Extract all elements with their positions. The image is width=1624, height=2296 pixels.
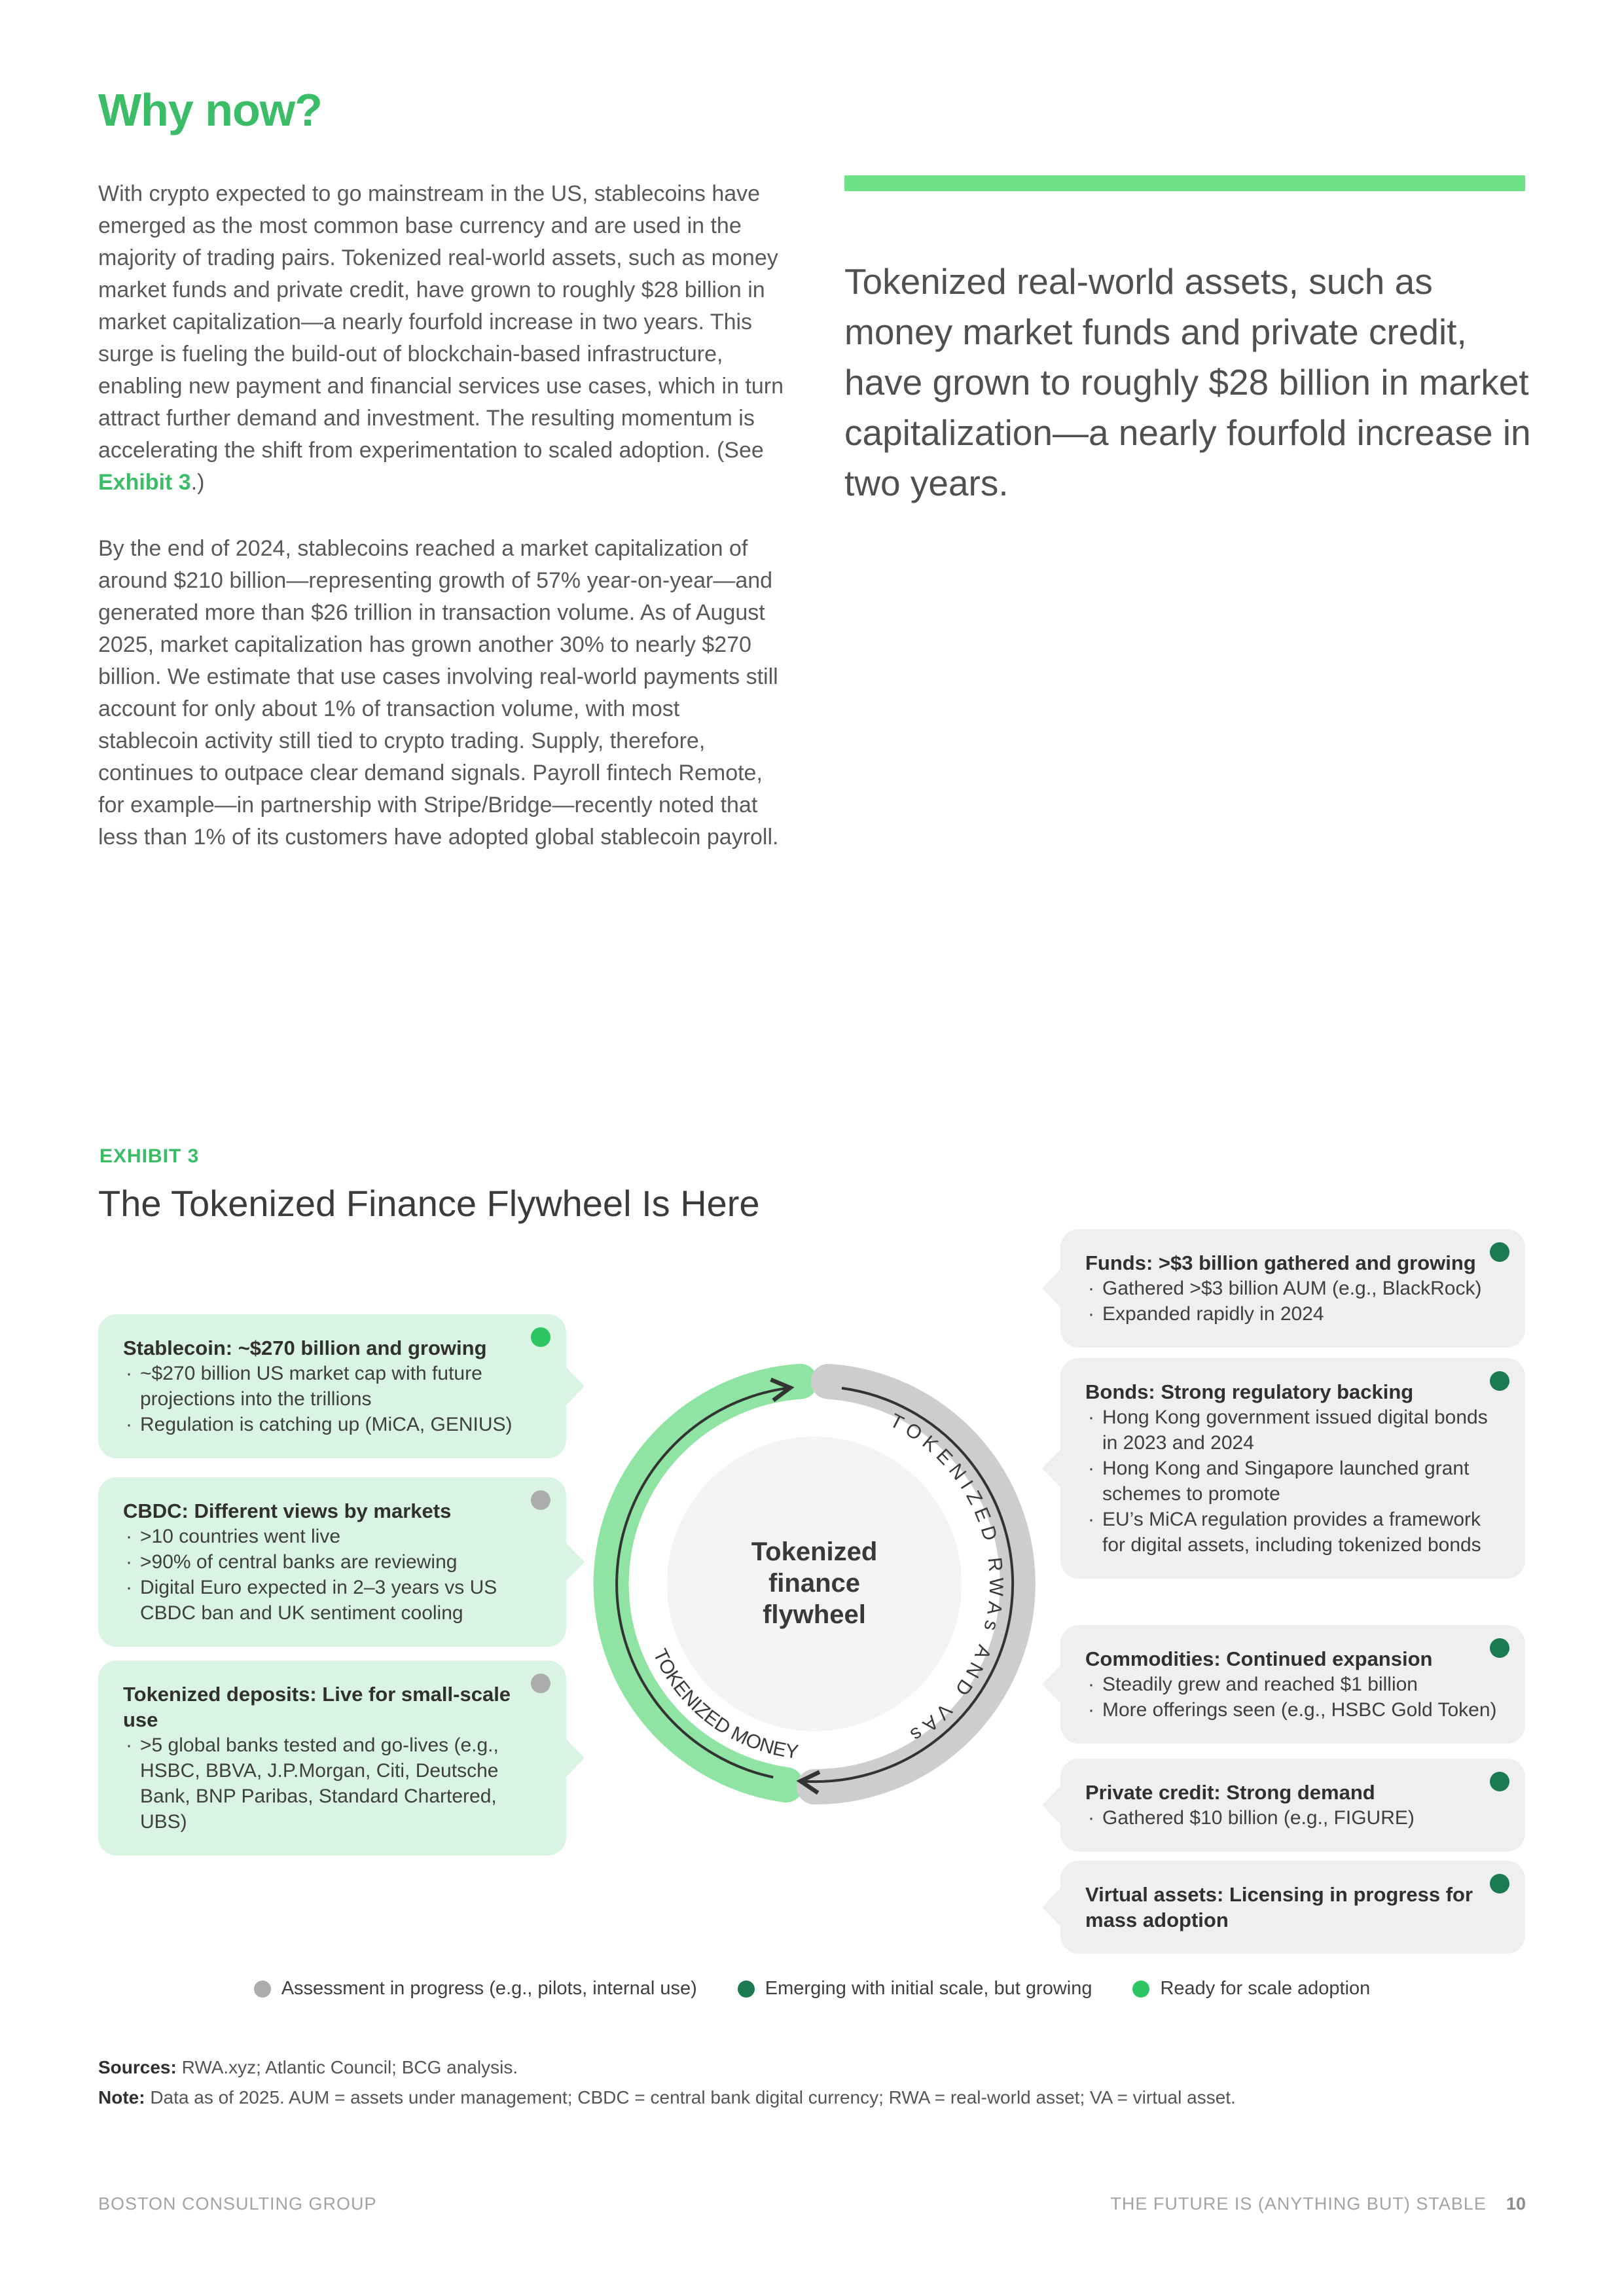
exhibit-3-link[interactable]: Exhibit 3 — [98, 470, 191, 495]
legend-dot-assessment — [254, 1981, 271, 1998]
footer-company: BOSTON CONSULTING GROUP — [98, 2194, 377, 2214]
callout-tail — [1042, 1267, 1063, 1310]
callout-tokenized-deposits — [98, 1660, 566, 1856]
callout-stablecoin — [98, 1314, 566, 1458]
legend-item-assessment — [254, 1978, 697, 2000]
sources-line — [98, 2053, 1236, 2083]
callout-bullets — [123, 1524, 541, 1626]
legend-label: Assessment in progress (e.g., pilots, internal use) — [281, 1978, 697, 1999]
paragraph-1-end: .) — [190, 470, 205, 495]
bullet-item: · Gathered >$3 billion AUM (e.g., BlackRock) — [1085, 1276, 1500, 1301]
callout-bonds — [1060, 1358, 1525, 1579]
note-line — [98, 2083, 1236, 2113]
bullet-item: · Gathered $10 billion (e.g., FIGURE) — [1085, 1805, 1500, 1831]
flywheel-graphic — [585, 1355, 1043, 1813]
status-dot-emerging — [1490, 1638, 1509, 1658]
bullet-item: · Expanded rapidly in 2024 — [1085, 1301, 1500, 1327]
footer-page-number: 10 — [1506, 2194, 1526, 2214]
bullet-item: · Digital Euro expected in 2–3 years vs US CBDC ban and UK sentiment cooling — [123, 1575, 541, 1626]
legend — [0, 1978, 1624, 2000]
callout-title: Tokenized deposits: Live for small-scale use — [123, 1683, 511, 1731]
callout-tail — [1042, 1663, 1063, 1706]
exhibit-label: EXHIBIT 3 — [99, 1145, 200, 1167]
callout-tail — [564, 1365, 585, 1408]
legend-label: Emerging with initial scale, but growing — [765, 1978, 1092, 1999]
sources-note-block — [98, 2053, 1236, 2113]
callout-bullets — [1085, 1405, 1500, 1558]
status-dot-assessment — [531, 1490, 550, 1510]
callout-funds — [1060, 1229, 1525, 1348]
bullet-item: · More offerings seen (e.g., HSBC Gold Token) — [1085, 1697, 1500, 1723]
hub-label-line2: finance — [768, 1569, 861, 1598]
curved-label-money: TOKENIZED MONEY — [649, 1645, 802, 1764]
curved-label-rwas: TOKENIZED RWAs AND VAs — [886, 1409, 1007, 1747]
sources-label: Sources: — [98, 2057, 177, 2077]
bullet-item: · Hong Kong government issued digital bonds in 2023 and 2024 — [1085, 1405, 1500, 1456]
hub-label-line3: flywheel — [763, 1600, 866, 1629]
callout-bullets — [1085, 1276, 1500, 1327]
paragraph-1-text: With crypto expected to go mainstream in the US, stablecoins have emerged as the most common base currency and are used in the majority of trading pairs. Tokenized real-world assets, such as money market funds and private credit, have grown to roughly $28 billion in market capitalization—a nearly fourfold increase in two years. This surge is fueling the build-out of blockchain-based infrastructure, enabling new payment and financial services use cases, which in turn attract further demand and investment. The resulting momentum is accelerating the shift from experimentation to scaled adoption. (See — [98, 181, 784, 463]
legend-dot-emerging — [738, 1981, 755, 1998]
bullet-item: · Regulation is catching up (MiCA, GENIUS) — [123, 1412, 541, 1437]
paragraph-2: By the end of 2024, stablecoins reached a market capitalization of around $210 billion—representing growth of 57% year-on-year—and generated more than $26 trillion in transaction volume. As of August 2025, market capitalization has grown another 30% to nearly $270 billion. We estimate that use cases involving real-world payments still account for only about 1% of transaction volume, with most stablecoin activity still tied to crypto trading. Supply, therefore, continues to outpace clear demand signals. Payroll fintech Remote, for example—in partnership with Stripe/Bridge—recently noted that less than 1% of its customers have adopted global stablecoin payroll. — [98, 536, 779, 850]
status-dot-ready — [531, 1327, 550, 1347]
paragraph-1 — [98, 178, 785, 499]
bullet-item: · >90% of central banks are reviewing — [123, 1549, 541, 1575]
page-footer — [98, 2194, 1526, 2214]
bullet-item: · >10 countries went live — [123, 1524, 541, 1549]
status-dot-assessment — [531, 1674, 550, 1693]
callout-bullets — [123, 1732, 541, 1835]
callout-title: Commodities: Continued expansion — [1085, 1647, 1433, 1670]
bullet-item: · Steadily grew and reached $1 billion — [1085, 1672, 1500, 1697]
bullet-item: · EU’s MiCA regulation provides a framework for digital assets, including tokenized bonds — [1085, 1507, 1500, 1558]
callout-title: Virtual assets: Licensing in progress for mass adoption — [1085, 1883, 1473, 1931]
note-text: Data as of 2025. AUM = assets under management; CBDC = central bank digital currency; RWA = real-world asset; VA = virtual asset. — [150, 2087, 1236, 2108]
pullquote: Tokenized real-world assets, such as money market funds and private credit, have grown to roughly $28 billion in market capitalization—a nearly fourfold increase in two years. — [844, 261, 1531, 503]
callout-bullets — [1085, 1672, 1500, 1723]
legend-dot-ready — [1132, 1981, 1149, 1998]
note-label: Note: — [98, 2087, 145, 2108]
footer-report-title: THE FUTURE IS (ANYTHING BUT) STABLE — [1110, 2194, 1487, 2214]
callout-tail — [1042, 1447, 1063, 1490]
bullet-item: · Hong Kong and Singapore launched grant schemes to promote — [1085, 1456, 1500, 1507]
status-dot-emerging — [1490, 1772, 1509, 1791]
callout-title: Stablecoin: ~$270 billion and growing — [123, 1336, 487, 1359]
callout-title: Private credit: Strong demand — [1085, 1781, 1375, 1804]
callout-tail — [564, 1736, 585, 1780]
body-text-column — [98, 178, 785, 888]
legend-label: Ready for scale adoption — [1160, 1978, 1371, 1999]
legend-item-ready — [1132, 1978, 1370, 2000]
page-title: Why now? — [98, 84, 322, 135]
callout-bullets — [1085, 1805, 1500, 1831]
callout-commodities — [1060, 1625, 1525, 1744]
callout-tail — [1042, 1886, 1063, 1929]
callout-tail — [564, 1541, 585, 1584]
callout-title: CBDC: Different views by markets — [123, 1499, 452, 1522]
callout-private-credit — [1060, 1759, 1525, 1852]
status-dot-emerging — [1490, 1242, 1509, 1262]
status-dot-emerging — [1490, 1874, 1509, 1893]
callout-virtual-assets — [1060, 1861, 1525, 1954]
status-dot-emerging — [1490, 1371, 1509, 1391]
callout-tail — [1042, 1784, 1063, 1827]
pullquote-accent-bar — [844, 175, 1525, 191]
callout-title: Bonds: Strong regulatory backing — [1085, 1380, 1414, 1403]
legend-item-emerging — [738, 1978, 1092, 2000]
bullet-item: · ~$270 billion US market cap with future projections into the trillions — [123, 1361, 541, 1412]
exhibit-title: The Tokenized Finance Flywheel Is Here — [98, 1183, 760, 1224]
sources-text: RWA.xyz; Atlantic Council; BCG analysis. — [181, 2057, 518, 2077]
callout-cbdc — [98, 1477, 566, 1647]
hub-label-line1: Tokenized — [751, 1537, 878, 1566]
callout-bullets — [123, 1361, 541, 1437]
footer-right — [1110, 2194, 1526, 2214]
callout-title: Funds: >$3 billion gathered and growing — [1085, 1251, 1476, 1274]
bullet-item: · >5 global banks tested and go-lives (e.g., HSBC, BBVA, J.P.Morgan, Citi, Deutsche Bank, BNP Paribas, Standard Chartered, UBS) — [123, 1732, 541, 1835]
